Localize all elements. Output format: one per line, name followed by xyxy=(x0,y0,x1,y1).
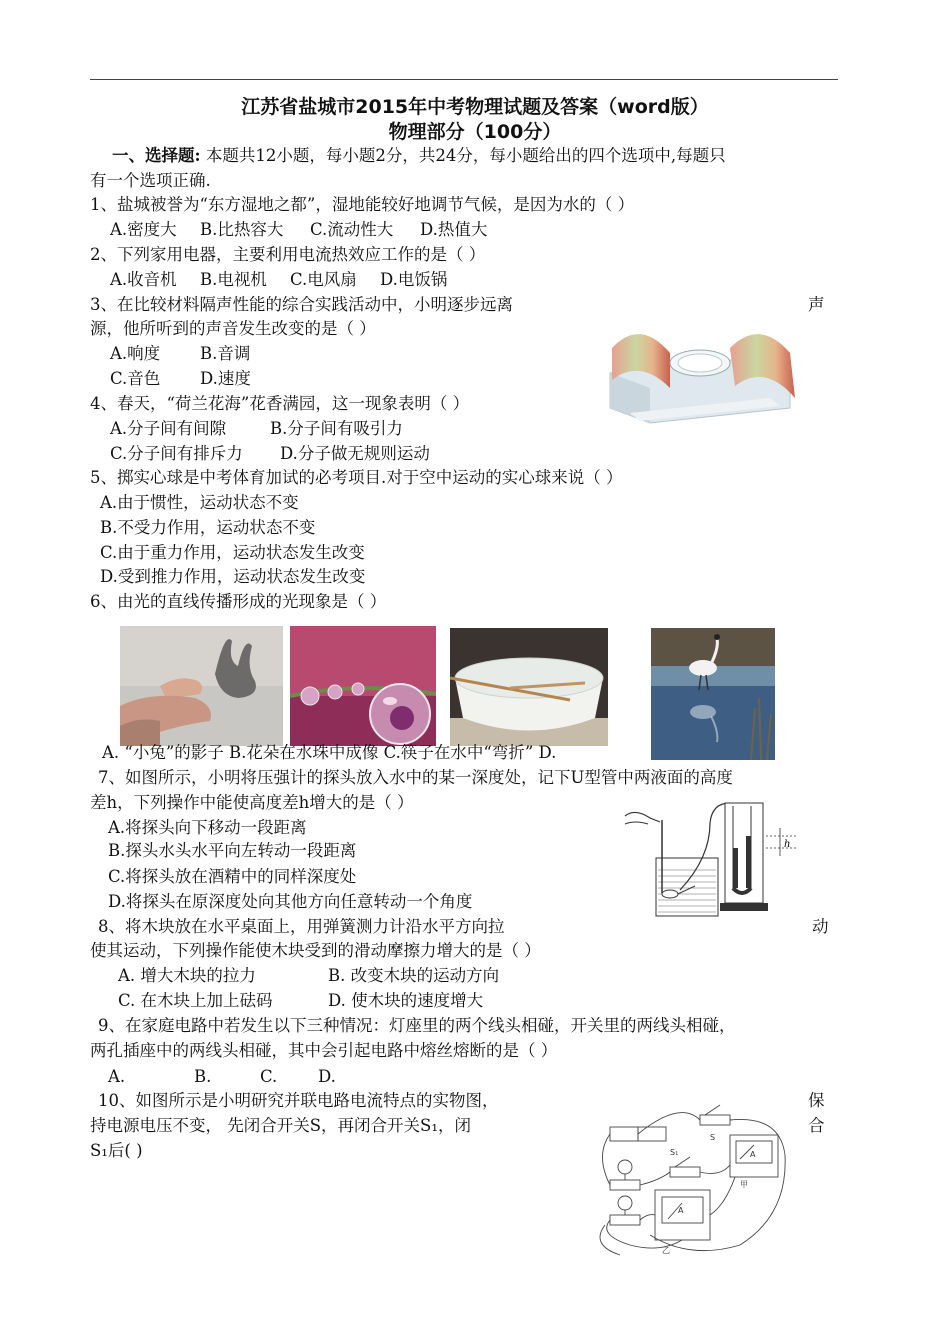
q2-option-c: C.电风扇 xyxy=(290,270,357,289)
q3-options-row1 xyxy=(110,343,250,365)
q3-option-a: A.响度 xyxy=(110,344,161,363)
q9-stem-line1: 9、在家庭电路中若发生以下三种情况：灯座里的两个线头相碰，开关里的两线头相碰， xyxy=(98,1016,736,1035)
q10-figure-parallel-circuit xyxy=(590,1095,800,1265)
top-rule xyxy=(90,79,838,80)
q10-label-meter-a2: A xyxy=(678,1206,684,1215)
q5-option-a: A.由于惯性，运动状态不变 xyxy=(100,493,299,512)
q3-option-c: C.音色 xyxy=(110,369,161,388)
q3-options-row2 xyxy=(110,368,251,390)
q4-stem: 4、春天，“荷兰花海”花香满园，这一现象表明（ ） xyxy=(90,394,470,413)
section-heading: 一、选择题: xyxy=(112,146,201,165)
q3-option-d: D.速度 xyxy=(200,369,251,388)
q5-stem: 5、掷实心球是中考体育加试的必考项目.对于空中运动的实心球来说（ ） xyxy=(90,468,623,487)
q7-option-d: D.将探头在原深度处向其他方向任意转动一个角度 xyxy=(108,892,473,911)
q8-option-b: B. 改变木块的运动方向 xyxy=(328,966,500,985)
q1-stem: 1、盐城被誉为“东方湿地之都”，湿地能较好地调节气候，是因为水的（ ） xyxy=(90,195,635,214)
q5-option-b: B.不受力作用，运动状态不变 xyxy=(100,518,316,537)
section-intro-text: 本题共12小题，每小题2分，共24分，每小题给出的四个选项中,每题只 xyxy=(205,146,726,165)
q2-option-a: A.收音机 xyxy=(110,270,177,289)
q8-stem-line2: 使其运动，下列操作能使木块受到的滑动摩擦力增大的是（ ） xyxy=(90,941,541,960)
q1-option-b: B.比热容大 xyxy=(200,220,284,239)
q8-stem-line1: 8、将木块放在水平桌面上，用弹簧测力计沿水平方向拉 xyxy=(98,917,505,936)
q7-option-c: C.将探头放在酒精中的同样深度处 xyxy=(108,867,357,886)
q7-stem-line2: 差h，下列操作中能使高度差h增大的是（ ） xyxy=(90,793,414,812)
q8-option-d: D. 使木块的速度增大 xyxy=(328,991,484,1010)
q2-options xyxy=(110,269,447,291)
q3-stem-end: 声 xyxy=(808,295,825,314)
q9-options xyxy=(108,1066,336,1088)
q8-option-a: A. 增大木块的拉力 xyxy=(118,966,256,985)
q9-option-c: C. xyxy=(260,1067,278,1086)
page-subtitle: 物理部分（100分） xyxy=(388,121,562,143)
q9-stem-line2: 两孔插座中的两线头相碰，其中会引起电路中熔丝熔断的是（ ） xyxy=(90,1041,558,1060)
q3-option-b: B.音调 xyxy=(200,344,251,363)
q4-option-d: D.分子做无规则运动 xyxy=(280,444,430,463)
q3-stem-line1: 3、在比较材料隔声性能的综合实践活动中，小明逐步远离 xyxy=(90,295,513,314)
q8-options-row2 xyxy=(118,990,483,1012)
q10-label-s: S xyxy=(710,1133,716,1142)
q4-options-row1 xyxy=(110,418,403,440)
q6-photo-water-drop xyxy=(290,626,436,746)
q1-option-d: D.热值大 xyxy=(420,220,488,239)
q10-label-s1: S₁ xyxy=(670,1148,679,1157)
q5-option-d: D.受到推力作用，运动状态发生改变 xyxy=(100,567,366,586)
q7-option-a: A.将探头向下移动一段距离 xyxy=(108,818,307,837)
q7-option-b: B.探头水头水平向左转动一段距离 xyxy=(108,841,357,860)
q9-option-b: B. xyxy=(194,1067,212,1086)
q10-stem-line1: 10、如图所示是小明研究并联电路电流特点的实物图， xyxy=(98,1091,499,1110)
q10-label-jia: 甲 xyxy=(740,1180,748,1189)
section-intro-line2: 有一个选项正确. xyxy=(90,171,211,190)
q6-photo-crane-reflection xyxy=(651,628,775,760)
q2-stem: 2、下列家用电器，主要利用电流热效应工作的是（ ） xyxy=(90,245,486,264)
q2-option-d: D.电饭锅 xyxy=(380,270,448,289)
q8-options-row1 xyxy=(118,965,499,987)
q6-photo-chopstick-bowl xyxy=(450,628,608,746)
page-title: 江苏省盐城市2015年中考物理试题及答案（word版） xyxy=(241,96,709,118)
q8-option-c: C. 在木块上加上砝码 xyxy=(118,991,273,1010)
q10-label-meter-a: A xyxy=(750,1150,756,1159)
q10-stem-line2: 持电源电压不变， 先闭合开关S，再闭合开关S₁，闭 xyxy=(90,1116,471,1135)
q6-photo-shadow-rabbit xyxy=(120,626,283,746)
q1-option-a: A.密度大 xyxy=(110,220,177,239)
q7-figure-label-h: h xyxy=(784,839,791,850)
q1-option-c: C.流动性大 xyxy=(310,220,394,239)
section-intro-line1 xyxy=(112,145,726,167)
q7-figure-u-tube-manometer xyxy=(620,798,805,922)
q4-option-b: B.分子间有吸引力 xyxy=(270,419,403,438)
q2-option-b: B.电视机 xyxy=(200,270,267,289)
q6-options: A. “小兔”的影子 B.花朵在水珠中成像 C.筷子在水中“弯折” D. xyxy=(102,743,557,762)
q9-option-d: D. xyxy=(318,1067,336,1086)
q10-label-yi: 乙 xyxy=(662,1246,670,1255)
q4-options-row2 xyxy=(110,443,430,465)
q3-stem-line2: 源，他所听到的声音发生改变的是（ ） xyxy=(90,319,376,338)
q10-stem-line2-end: 合 xyxy=(808,1116,825,1135)
q8-stem-end: 动 xyxy=(812,917,829,936)
q1-options xyxy=(110,219,487,241)
q5-option-c: C.由于重力作用，运动状态发生改变 xyxy=(100,543,365,562)
q10-stem-line3: S₁后( ) xyxy=(90,1141,143,1160)
q6-stem: 6、由光的直线传播形成的光现象是（ ） xyxy=(90,592,387,611)
q4-option-c: C.分子间有排斥力 xyxy=(110,444,243,463)
q4-option-a: A.分子间有间隙 xyxy=(110,419,227,438)
q9-option-a: A. xyxy=(108,1067,126,1086)
q10-stem-line1-end: 保 xyxy=(808,1091,825,1110)
q3-figure-soundbox xyxy=(600,318,800,428)
q7-stem-line1: 7、如图所示，小明将压强计的探头放入水中的某一深度处，记下U型管中两液面的高度 xyxy=(98,768,733,787)
